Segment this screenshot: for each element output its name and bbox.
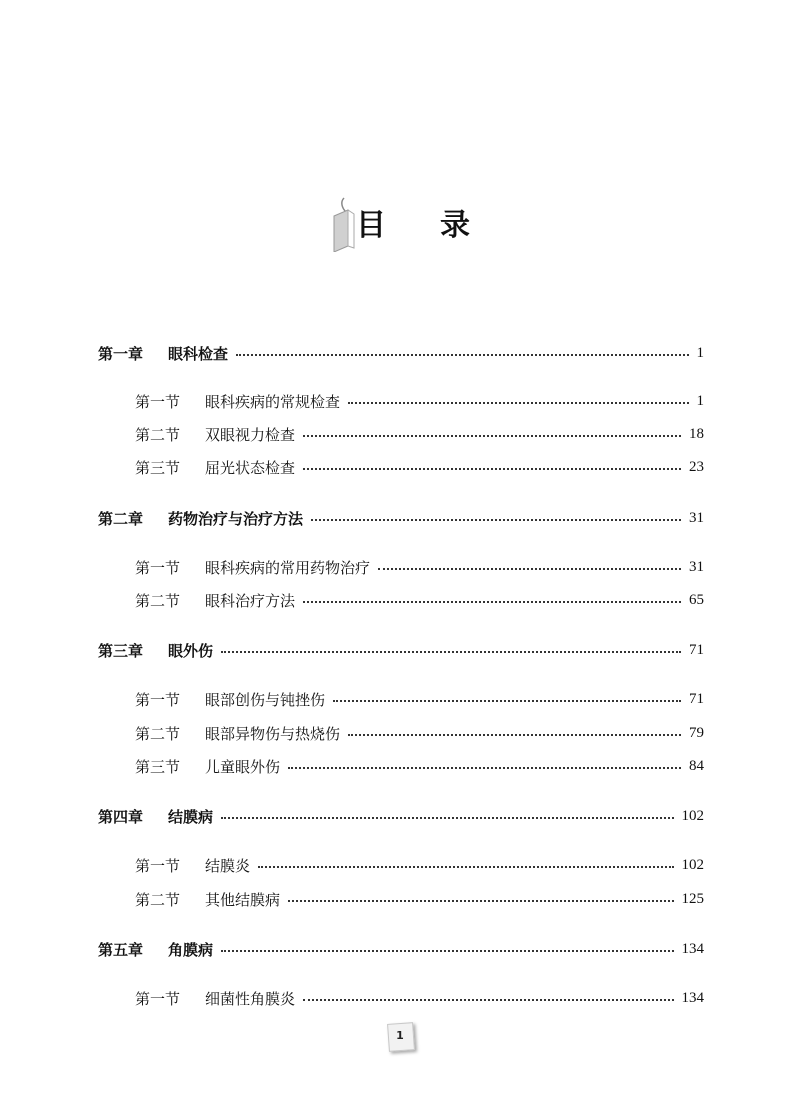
section-number: 第一节 [135, 856, 181, 875]
page-number: 31 [689, 509, 704, 526]
page-number: 31 [689, 558, 704, 575]
toc-chapter-2[interactable] [98, 506, 704, 530]
section-title: 双眼视力检查 [205, 425, 296, 444]
chapter-title: 角膜病 [168, 940, 214, 959]
toc-section[interactable] [135, 853, 704, 877]
page-number: 134 [681, 940, 704, 957]
page-number: 71 [689, 690, 704, 707]
toc-section[interactable] [135, 389, 704, 413]
page-number: 84 [689, 757, 704, 774]
page-footer-number: 1 [396, 1029, 404, 1042]
section-number: 第二节 [135, 425, 181, 444]
toc-chapter-1[interactable] [98, 341, 704, 365]
section-title: 眼科疾病的常用药物治疗 [205, 558, 371, 577]
section-title: 眼部创伤与钝挫伤 [205, 690, 326, 709]
chapter-number: 第四章 [98, 807, 144, 826]
section-number: 第二节 [135, 591, 181, 610]
toc-section[interactable] [135, 422, 704, 446]
section-number: 第一节 [135, 558, 181, 577]
chapter-title: 眼外伤 [168, 641, 214, 660]
dot-leader [236, 353, 688, 356]
toc-section[interactable] [135, 754, 704, 778]
page-number: 1 [696, 344, 704, 361]
chapter-number: 第三章 [98, 641, 144, 660]
dot-leader [348, 401, 688, 404]
dot-leader [303, 998, 673, 1001]
dot-leader [221, 816, 673, 819]
chapter-number: 第一章 [98, 344, 144, 363]
chapter-title: 药物治疗与治疗方法 [168, 509, 304, 528]
dot-leader [333, 699, 681, 702]
section-title: 结膜炎 [205, 856, 251, 875]
page-number: 125 [681, 890, 704, 907]
dot-leader [348, 733, 681, 736]
page-number: 71 [689, 641, 704, 658]
section-title: 儿童眼外伤 [205, 757, 281, 776]
dot-leader [303, 467, 681, 470]
toc-section[interactable] [135, 986, 704, 1010]
section-title: 眼部异物伤与热烧伤 [205, 724, 341, 743]
section-number: 第二节 [135, 724, 181, 743]
title-char-mu: 目 [356, 208, 386, 243]
chapter-title: 眼科检查 [168, 344, 229, 363]
chapter-number: 第五章 [98, 940, 144, 959]
section-title: 细菌性角膜炎 [205, 989, 296, 1008]
page-number: 23 [689, 458, 704, 475]
dot-leader [303, 434, 681, 437]
page-number-badge [385, 1021, 415, 1053]
dot-leader [303, 600, 681, 603]
dot-leader [378, 567, 681, 570]
section-number: 第一节 [135, 690, 181, 709]
section-title: 其他结膜病 [205, 890, 281, 909]
page-number: 1 [696, 392, 704, 409]
dot-leader [221, 949, 673, 952]
dot-leader [311, 518, 681, 521]
page-number: 79 [689, 724, 704, 741]
chapter-title: 结膜病 [168, 807, 214, 826]
toc-chapter-5[interactable] [98, 937, 704, 961]
toc-section[interactable] [135, 721, 704, 745]
section-number: 第二节 [135, 890, 181, 909]
toc-chapter-3[interactable] [98, 638, 704, 662]
toc-section[interactable] [135, 555, 704, 579]
section-title: 屈光状态检查 [205, 458, 296, 477]
toc-section[interactable] [135, 455, 704, 479]
page-number: 134 [681, 989, 704, 1006]
page-number: 65 [689, 591, 704, 608]
page-number: 18 [689, 425, 704, 442]
page-number: 102 [681, 807, 704, 824]
page-number: 102 [681, 856, 704, 873]
section-number: 第一节 [135, 392, 181, 411]
section-title: 眼科疾病的常规检查 [205, 392, 341, 411]
section-number: 第三节 [135, 757, 181, 776]
dot-leader [221, 650, 681, 653]
section-number: 第一节 [135, 989, 181, 1008]
toc-section[interactable] [135, 887, 704, 911]
chapter-number: 第二章 [98, 509, 144, 528]
dot-leader [288, 766, 681, 769]
dot-leader [288, 899, 673, 902]
dot-leader [258, 865, 673, 868]
title-char-lu: 录 [440, 208, 470, 243]
toc-chapter-4[interactable] [98, 804, 704, 828]
section-title: 眼科治疗方法 [205, 591, 296, 610]
toc-section[interactable] [135, 588, 704, 612]
section-number: 第三节 [135, 458, 181, 477]
toc-section[interactable] [135, 687, 704, 711]
